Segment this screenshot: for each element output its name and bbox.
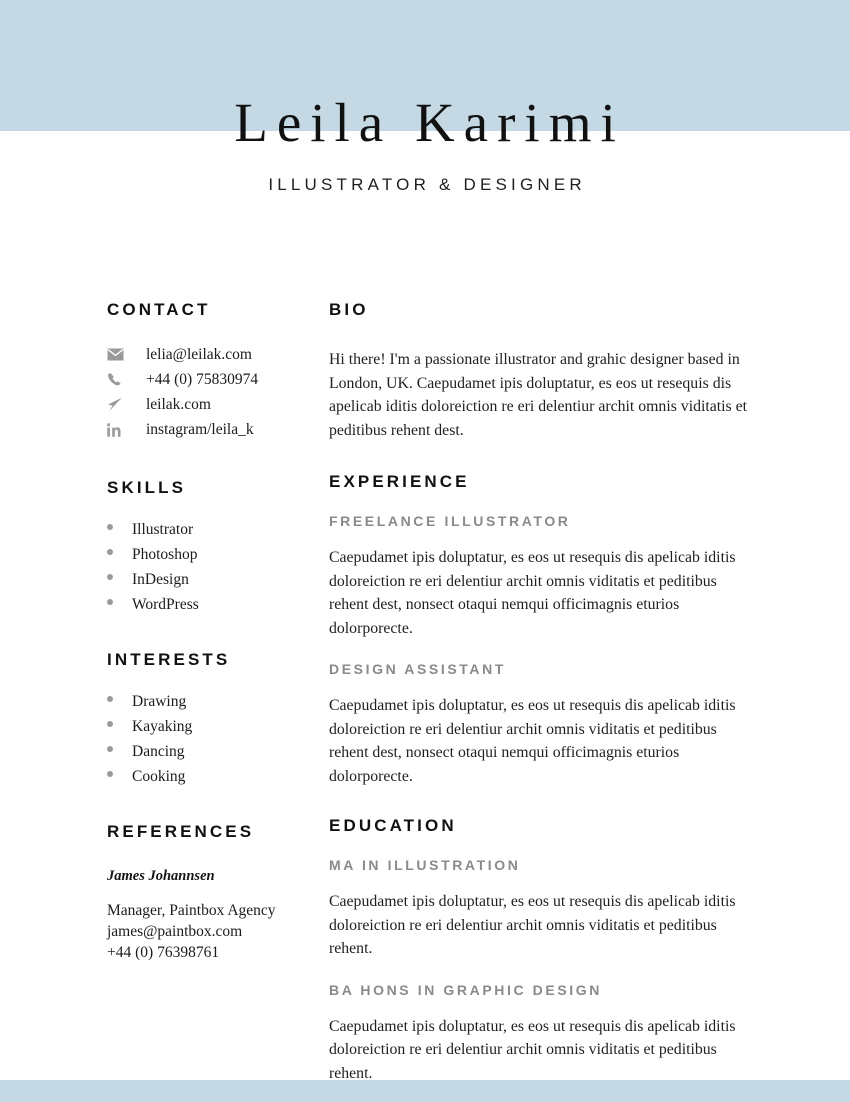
- candidate-title: ILLUSTRATOR & DESIGNER: [268, 175, 586, 194]
- contact-section: [107, 300, 312, 442]
- list-item: [107, 545, 312, 570]
- list-item: [107, 520, 312, 545]
- education-section: [329, 816, 749, 1085]
- reference-detail: Manager, Paintbox Agency: [107, 902, 276, 919]
- experience-section: [329, 472, 749, 788]
- interests-heading: INTERESTS: [107, 650, 231, 669]
- bullet-icon: [107, 746, 113, 752]
- skills-section: [107, 478, 312, 620]
- candidate-name: Leila Karimi: [234, 92, 625, 153]
- contact-value: lelia@leilak.com: [146, 345, 252, 363]
- bullet-icon: [107, 549, 113, 555]
- experience-job-text: Caepudamet ipis doluptatur, es eos ut resequis dis apelicab iditis doloreiction re eri delentiur archit omnis viditatis et peditibus rehent dest, nonsect otaqui nemqui officimagnis eturios dolorporecte.: [329, 697, 736, 785]
- bio-heading: BIO: [329, 300, 369, 319]
- education-heading: EDUCATION: [329, 816, 457, 835]
- interest-label: Cooking: [132, 768, 186, 785]
- reference-detail: +44 (0) 76398761: [107, 944, 220, 961]
- contact-item-phone[interactable]: [107, 367, 312, 392]
- skill-label: Photoshop: [132, 546, 198, 563]
- skill-label: Illustrator: [132, 521, 194, 538]
- list-item: [107, 595, 312, 620]
- interests-section: [107, 650, 312, 792]
- bullet-icon: [107, 721, 113, 727]
- list-item: [107, 767, 312, 792]
- bio-section: [329, 300, 749, 442]
- main-column: [329, 300, 749, 1085]
- linkedin-icon: [107, 423, 137, 437]
- education-degree-title: BA HONS IN GRAPHIC DESIGN: [329, 981, 602, 998]
- sidebar-column: [107, 300, 312, 963]
- contact-item-social[interactable]: [107, 417, 312, 442]
- experience-job-title: DESIGN ASSISTANT: [329, 661, 506, 677]
- skill-label: WordPress: [132, 596, 199, 613]
- education-degree-text: Caepudamet ipis doluptatur, es eos ut resequis dis apelicab iditis doloreiction re eri delentiur archit omnis viditatis et peditibus rehent.: [329, 893, 736, 957]
- contact-item-email[interactable]: [107, 342, 312, 367]
- experience-job-text: Caepudamet ipis doluptatur, es eos ut resequis dis apelicab iditis doloreiction re eri delentiur archit omnis viditatis et peditibus rehent dest, nonsect otaqui nemqui officimagnis eturios dolorporecte.: [329, 549, 736, 637]
- bullet-icon: [107, 524, 113, 530]
- contact-heading: CONTACT: [107, 300, 211, 319]
- envelope-icon: [107, 348, 137, 361]
- bullet-icon: [107, 696, 113, 702]
- interest-label: Dancing: [132, 743, 185, 760]
- contact-list: [107, 342, 312, 442]
- list-item: [107, 692, 312, 717]
- reference-name: James Johannsen: [107, 868, 215, 884]
- reference-detail: james@paintbox.com: [107, 923, 243, 940]
- bullet-icon: [107, 771, 113, 777]
- list-item: [107, 717, 312, 742]
- contact-value: +44 (0) 75830974: [146, 370, 259, 388]
- bullet-icon: [107, 574, 113, 580]
- list-item: [107, 742, 312, 767]
- phone-icon: [107, 372, 137, 387]
- interests-list: [107, 692, 312, 792]
- experience-job-title: FREELANCE ILLUSTRATOR: [329, 513, 571, 529]
- list-item: [107, 570, 312, 595]
- interest-label: Kayaking: [132, 718, 193, 735]
- experience-heading: EXPERIENCE: [329, 472, 470, 491]
- education-degree-title: MA IN ILLUSTRATION: [329, 857, 521, 873]
- skill-label: InDesign: [132, 571, 189, 588]
- contact-item-website[interactable]: [107, 392, 312, 417]
- skills-list: [107, 520, 312, 620]
- resume-header: [0, 0, 850, 195]
- education-degree-text: Caepudamet ipis doluptatur, es eos ut resequis dis apelicab iditis doloreiction re eri delentiur archit omnis viditatis et peditibus rehent.: [329, 1017, 736, 1082]
- paper-plane-icon: [107, 397, 137, 412]
- references-heading: REFERENCES: [107, 822, 255, 841]
- bio-text: Hi there! I'm a passionate illustrator and grahic designer based in London, UK. Caepudamet ipis doluptatur, es eos ut resequis dis apelicab iditis doloreiction re eri delentiur archit omnis viditatis et peditibus rehent dest.: [329, 351, 748, 439]
- skills-heading: SKILLS: [107, 478, 187, 497]
- interest-label: Drawing: [132, 693, 187, 710]
- references-section: [107, 822, 312, 963]
- bullet-icon: [107, 599, 113, 605]
- contact-value: leilak.com: [146, 395, 211, 413]
- contact-value: instagram/leila_k: [146, 420, 254, 438]
